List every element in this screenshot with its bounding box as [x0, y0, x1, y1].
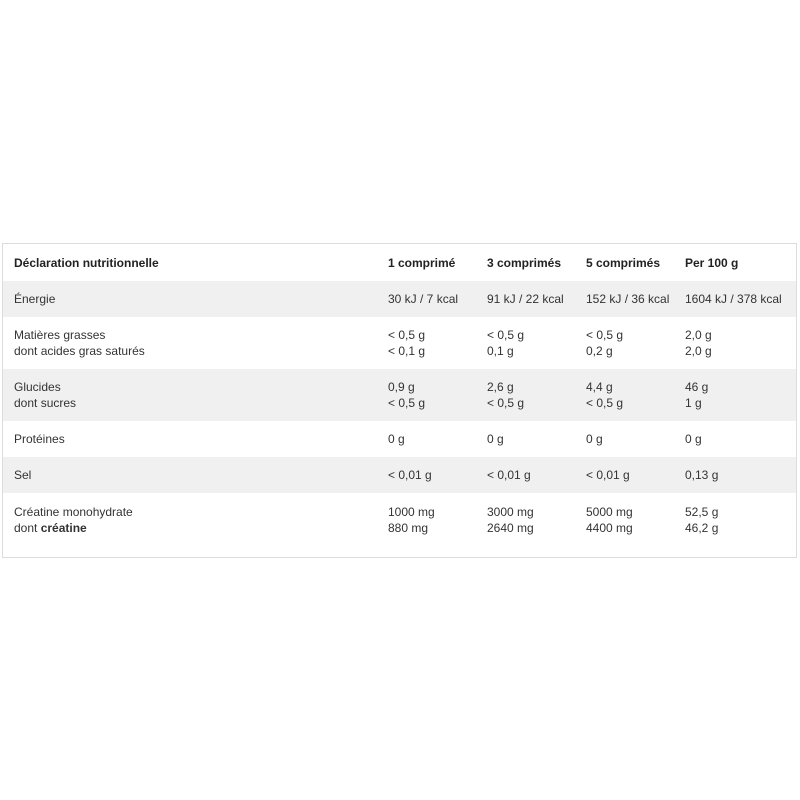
cell-subvalue: 0,2 g	[586, 344, 613, 358]
row-label	[3, 379, 388, 411]
cell-per-100g	[685, 467, 795, 483]
cell-subvalue: < 0,5 g	[487, 396, 525, 410]
row-label-line: Énergie	[14, 292, 56, 306]
row-label-line: Matières grasses	[14, 328, 106, 342]
cell-value: 5000 mg	[586, 505, 633, 519]
nutrition-table	[2, 243, 797, 558]
table-header-row	[3, 244, 796, 281]
table-row-energy	[3, 281, 796, 317]
cell-3-tablets	[487, 504, 586, 536]
cell-3-tablets	[487, 467, 586, 483]
cell-value: 91 kJ / 22 kcal	[487, 292, 564, 306]
cell-5-tablets	[586, 504, 685, 536]
cell-value: 4,4 g	[586, 380, 613, 394]
row-label	[3, 327, 388, 359]
cell-value: 1604 kJ / 378 kcal	[685, 292, 782, 306]
cell-value: < 0,5 g	[586, 328, 624, 342]
table-row-carbohydrates	[3, 369, 796, 421]
row-label-line: Sel	[14, 468, 32, 482]
cell-1-tablet	[388, 291, 487, 307]
cell-value: 46 g	[685, 380, 709, 394]
cell-subvalue: 880 mg	[388, 521, 429, 535]
cell-subvalue: 2,0 g	[685, 344, 712, 358]
cell-3-tablets	[487, 379, 586, 411]
table-row-creatine	[3, 493, 796, 558]
cell-value: 2,6 g	[487, 380, 514, 394]
row-sublabel-line: dont acides gras saturés	[14, 344, 145, 358]
row-label-line: Protéines	[14, 432, 65, 446]
cell-value: 3000 mg	[487, 505, 534, 519]
cell-5-tablets	[586, 431, 685, 447]
sublabel-bold: créatine	[40, 521, 87, 535]
cell-value: 0,9 g	[388, 380, 415, 394]
cell-5-tablets	[586, 327, 685, 359]
cell-5-tablets	[586, 379, 685, 411]
cell-value: < 0,5 g	[487, 328, 525, 342]
cell-5-tablets	[586, 291, 685, 307]
cell-value: 52,5 g	[685, 505, 719, 519]
header-5-tablets: 5 comprimés	[586, 255, 661, 270]
cell-subvalue: 46,2 g	[685, 521, 719, 535]
row-label-line: Glucides	[14, 380, 61, 394]
row-label	[3, 291, 388, 307]
cell-per-100g	[685, 327, 795, 359]
cell-1-tablet	[388, 431, 487, 447]
sublabel-prefix: dont	[14, 521, 41, 535]
cell-per-100g	[685, 504, 795, 536]
cell-value: 30 kJ / 7 kcal	[388, 292, 459, 306]
cell-value: 0,13 g	[685, 468, 719, 482]
cell-3-tablets	[487, 327, 586, 359]
cell-subvalue: 4400 mg	[586, 521, 633, 535]
cell-3-tablets	[487, 431, 586, 447]
cell-1-tablet	[388, 327, 487, 359]
cell-value: < 0,01 g	[586, 468, 630, 482]
cell-value: 152 kJ / 36 kcal	[586, 292, 670, 306]
cell-value: 0 g	[487, 432, 504, 446]
row-label	[3, 467, 388, 483]
cell-value: 0 g	[586, 432, 603, 446]
cell-value: < 0,01 g	[487, 468, 531, 482]
cell-1-tablet	[388, 379, 487, 411]
cell-1-tablet	[388, 467, 487, 483]
cell-value: 2,0 g	[685, 328, 712, 342]
cell-value: 0 g	[388, 432, 405, 446]
cell-subvalue: 1 g	[685, 396, 702, 410]
cell-value: 0 g	[685, 432, 702, 446]
cell-subvalue: < 0,5 g	[586, 396, 624, 410]
cell-value: 1000 mg	[388, 505, 435, 519]
cell-3-tablets	[487, 291, 586, 307]
row-label	[3, 504, 388, 536]
row-sublabel-line: dont sucres	[14, 396, 77, 410]
cell-subvalue: < 0,1 g	[388, 344, 426, 358]
cell-subvalue: 2640 mg	[487, 521, 534, 535]
row-sublabel-line	[14, 520, 388, 536]
cell-5-tablets	[586, 467, 685, 483]
cell-subvalue: < 0,5 g	[388, 396, 426, 410]
header-per-100g: Per 100 g	[685, 255, 739, 270]
header-1-tablet: 1 comprimé	[388, 255, 456, 270]
cell-1-tablet	[388, 504, 487, 536]
cell-per-100g	[685, 291, 795, 307]
table-row-fat	[3, 317, 796, 369]
header-3-tablets: 3 comprimés	[487, 255, 562, 270]
header-label: Déclaration nutritionnelle	[14, 255, 159, 270]
cell-value: < 0,01 g	[388, 468, 432, 482]
cell-subvalue: 0,1 g	[487, 344, 514, 358]
table-row-salt	[3, 457, 796, 493]
cell-per-100g	[685, 379, 795, 411]
row-label	[3, 431, 388, 447]
table-row-protein	[3, 421, 796, 457]
row-label-line: Créatine monohydrate	[14, 505, 133, 519]
cell-per-100g	[685, 431, 795, 447]
cell-value: < 0,5 g	[388, 328, 426, 342]
